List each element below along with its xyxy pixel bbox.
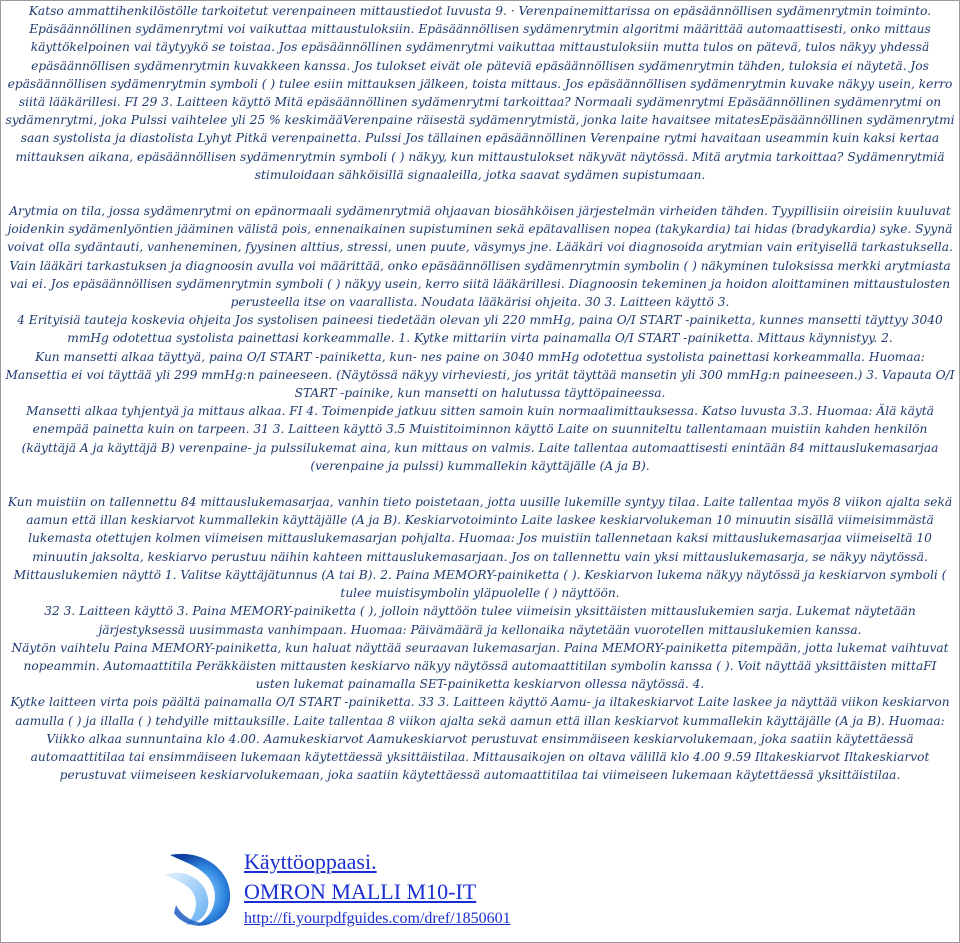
paragraph-morning-evening-averages: Kytke laitteen virta pois päältä painamalla O/I START -painiketta. 33 3. Laitteen käyttö Aamu- ja iltakeskiarvot Laite laskee ja näyttää viikon keskiarvon aamulla ( ) ja illalla ( ) tehdyille mittauksille. Laite tallentaa 8 viikon ajalta sekä aamun että illan keskiarvot kummallekin käyttäjälle (A ja B). Huomaa: Viikko alkaa sunnuntaina klo 4.00. Aamukeskiarvot Aamukeskiarvot perustuvat ensimmäiseen keskiarvolukemaan, joka saatiin käytettäessä automaattitilaa tai ensimmäiseen lukemaan käytettäessä yksittäistilaa. Mittausaikojen on oltava välillä klo 4.00 9.59 Iltakeskiarvot Iltakeskiarvot perustuvat viimeiseen keskiarvolukemaan, joka saatiin käytettäessä automaattitilaa tai viimeiseen lukemaan käytettäessä yksittäistilaa. (10, 695, 950, 783)
paragraph-arrhythmia: Arytmia on tila, jossa sydämenrytmi on epänormaali sydämenrytmiä ohjaavan biosähköisen järjestelmän virheiden tähden. Tyypillisiin oireisiin kuuluvat joidenkin sydämenlyöntien jääminen välistä pois, ennenaikainen supistuminen sekä epätavallisen nopea (takykardia) tai hidas (bradykardia) syke. Syynä voivat olla sydäntauti, vanheneminen, fyysinen alttius, stressi, unen puute, väsymys jne. Lääkäri voi diagnosoida arytmian vain erityisellä tarkastuksella. Vain lääkäri tarkastuksen ja diagnoosin avulla voi määrittää, onko epäsäännöllisen sydämenrytmin symbolin ( ) näkyminen tuloksissa merkki arytmiasta vai ei. Jos epäsäännöllisen sydämenrytmin symboli ( ) näkyy usein, kerro siitä lääkärillesi. Diagnoosin tekeminen ja hoidon aloittaminen mittaustulosten perusteella itse on vaarallista. Noudata lääkärisi ohjeita. 30 3. Laitteen käyttö 3. (7, 204, 953, 310)
paragraph-display-change: Näytön vaihtelu Paina MEMORY-painiketta, kun haluat näyttää seuraavan lukemasarjan. Paina MEMORY-painiketta pitempään, jotta lukemat vaihtuvat nopeammin. Automaattitila Peräkkäisten mittausten keskiarvo näkyy näytössä automaattitilan symbolin kanssa ( ). Voit näyttää yksittäisten mittaFI usten lukemat painamalla SET-painiketta keskiarvon ollessa näytössä. 4. (11, 640, 949, 692)
document-body (5, 2, 955, 784)
paragraph-cuff-inflation: Kun mansetti alkaa täyttyä, paina O/I START -painiketta, kun- nes paine on 3040 mmHg odotettua systolista painettasi korkeammalla. Huomaa: Mansettia ei voi täyttää yli 299 mmHg:n paineeseen. (Näytössä näkyy virheviesti, jos yrität täyttää mansetin yli 300 mmHg:n paineeseen.) 3. Vapauta O/I START -painike, kun mansetti on halutussa täyttöpaineessa. (5, 349, 955, 401)
paragraph-irregular-heartbeat: Katso ammattihenkilöstölle tarkoitetut verenpaineen mittaustiedot luvusta 9. · Verenpainemittarissa on epäsäännöllisen sydämenrytmin toiminto. Epäsäännöllinen sydämenrytmi voi vaikuttaa mittaustuloksiin. Epäsäännöllisen sydämenrytmin algoritmi määrittää automaattisesti, onko mittaus käyttökelpoinen vai täytyykö se toistaa. Jos epäsäännöllinen sydämenrytmi vaikuttaa mittaustuloksiin mutta tulos on pätevä, tulos näkyy yhdessä epäsäännöllisen sydämenrytmin kuvakkeen kanssa. Jos tulokset eivät ole päteviä epäsäännöllisen sydämenrytmin tähden, tuloksia ei näytetä. Jos epäsäännöllisen sydämenrytmin symboli ( ) tulee esiin mittauksen jälkeen, toista mittaus. Jos epäsäännöllisen sydämenrytmin kuvake näkyy usein, kerro siitä lääkärillesi. FI 29 3. Laitteen käyttö Mitä epäsäännöllinen sydämenrytmi tarkoittaa? Normaali sydämenrytmi Epäsäännöllinen sydämenrytmi on sydämenrytmi, joka Pulssi vaihtelee yli 25 % keskimääVerenpaine räisestä sydämenrytmistä, jonka laite havaitsee mitatesEpäsäännöllinen sydämenrytmi saan systolista ja diastolista Lyhyt Pitkä verenpainetta. Pulssi Jos tällainen epäsäännöllinen Verenpaine rytmi havaitaan useammin kuin kaksi kertaa mittauksen aikana, epäsäännöllisen sydämenrytmin symboli ( ) näkyy, kun mittaustulokset näkyvät näytössä. Mitä arytmia tarkoittaa? Sydämenrytmiä stimuloidaan sähköisillä signaaleilla, jotka saavat sydämen supistumaan. (5, 4, 955, 182)
user-manual-link[interactable]: Käyttöoppaasi. (244, 849, 377, 874)
paragraph-memory-readings: Kun muistiin on tallennettu 84 mittauslukemasarjaa, vanhin tieto poistetaan, jotta uusille lukemille syntyy tilaa. Laite tallentaa myös 8 viikon ajalta sekä aamun että illan keskiarvot kummallekin käyttäjälle (A ja B). Keskiarvotoiminto Laite laskee keskiarvolukeman 10 minuutin sisällä viimeisimmästä lukemasta otettujen kolmen viimeisen mittauslukemasarjan pohjalta. Huomaa: Jos muistiin tallennetaan kaksi mittauslukemasarjaa viimeiseltä 10 minuutin jaksolta, keskiarvo perustuu näihin kahteen mittauslukemasarjaan. Jos on tallennettu vain yksi mittauslukemasarja, se näkyy näytössä. Mittauslukemien näyttö 1. Valitse käyttäjätunnus (A tai B). 2. Paina MEMORY-painiketta ( ). Keskiarvon lukema näkyy näytössä ja keskiarvon symboli ( tulee muistisymbolin yläpuolelle ( ) näyttöön. (7, 495, 953, 601)
footer-links (244, 847, 511, 931)
paragraph-memory-button: 32 3. Laitteen käyttö 3. Paina MEMORY-painiketta ( ), jolloin näyttöön tulee viimeisin yksittäisten mittauslukemien sarja. Lukemat näytetään järjestyksessä uusimmasta vanhimpaan. Huomaa: Päivämäärä ja kellonaika näytetään vuorotellen mittauslukemien kanssa. (44, 604, 916, 637)
source-url-link[interactable]: http://fi.yourpdfguides.com/dref/1850601 (244, 910, 511, 927)
paragraph-gap (5, 184, 955, 202)
paragraph-memory-function: Mansetti alkaa tyhjentyä ja mittaus alkaa. FI 4. Toimenpide jatkuu sitten samoin kuin normaalimittauksessa. Katso luvusta 3.3. Huomaa: Älä käytä enempää painetta kuin on tarpeen. 31 3. Laitteen käyttö 3.5 Muistitoiminnon käyttö Laite on suunniteltu tallentamaan muistiin kahden henkilön (käyttäjä A ja käyttäjä B) verenpaine- ja pulssilukemat aina, kun mittaus on valmis. Laite tallentaa automaattisesti enintään 84 mittauslukemasarjaa (verenpaine ja pulssi) kummallekin käyttäjälle (A ja B). (21, 404, 939, 473)
blue-swoosh-logo-icon (156, 845, 238, 929)
paragraph-special-instructions: 4 Erityisiä tauteja koskevia ohjeita Jos systolisen paineesi tiedetään olevan yli 220 mmHg, paina O/I START -painiketta, kunnes mansetti täyttyy 3040 mmHg odotettua systolista painettasi korkeammalle. 1. Kytke mittariin virta painamalla O/I START -painiketta. Mittaus käynnistyy. 2. (17, 313, 943, 346)
paragraph-gap (5, 475, 955, 493)
model-link[interactable]: OMRON MALLI M10-IT (244, 879, 477, 904)
footer (156, 839, 616, 939)
